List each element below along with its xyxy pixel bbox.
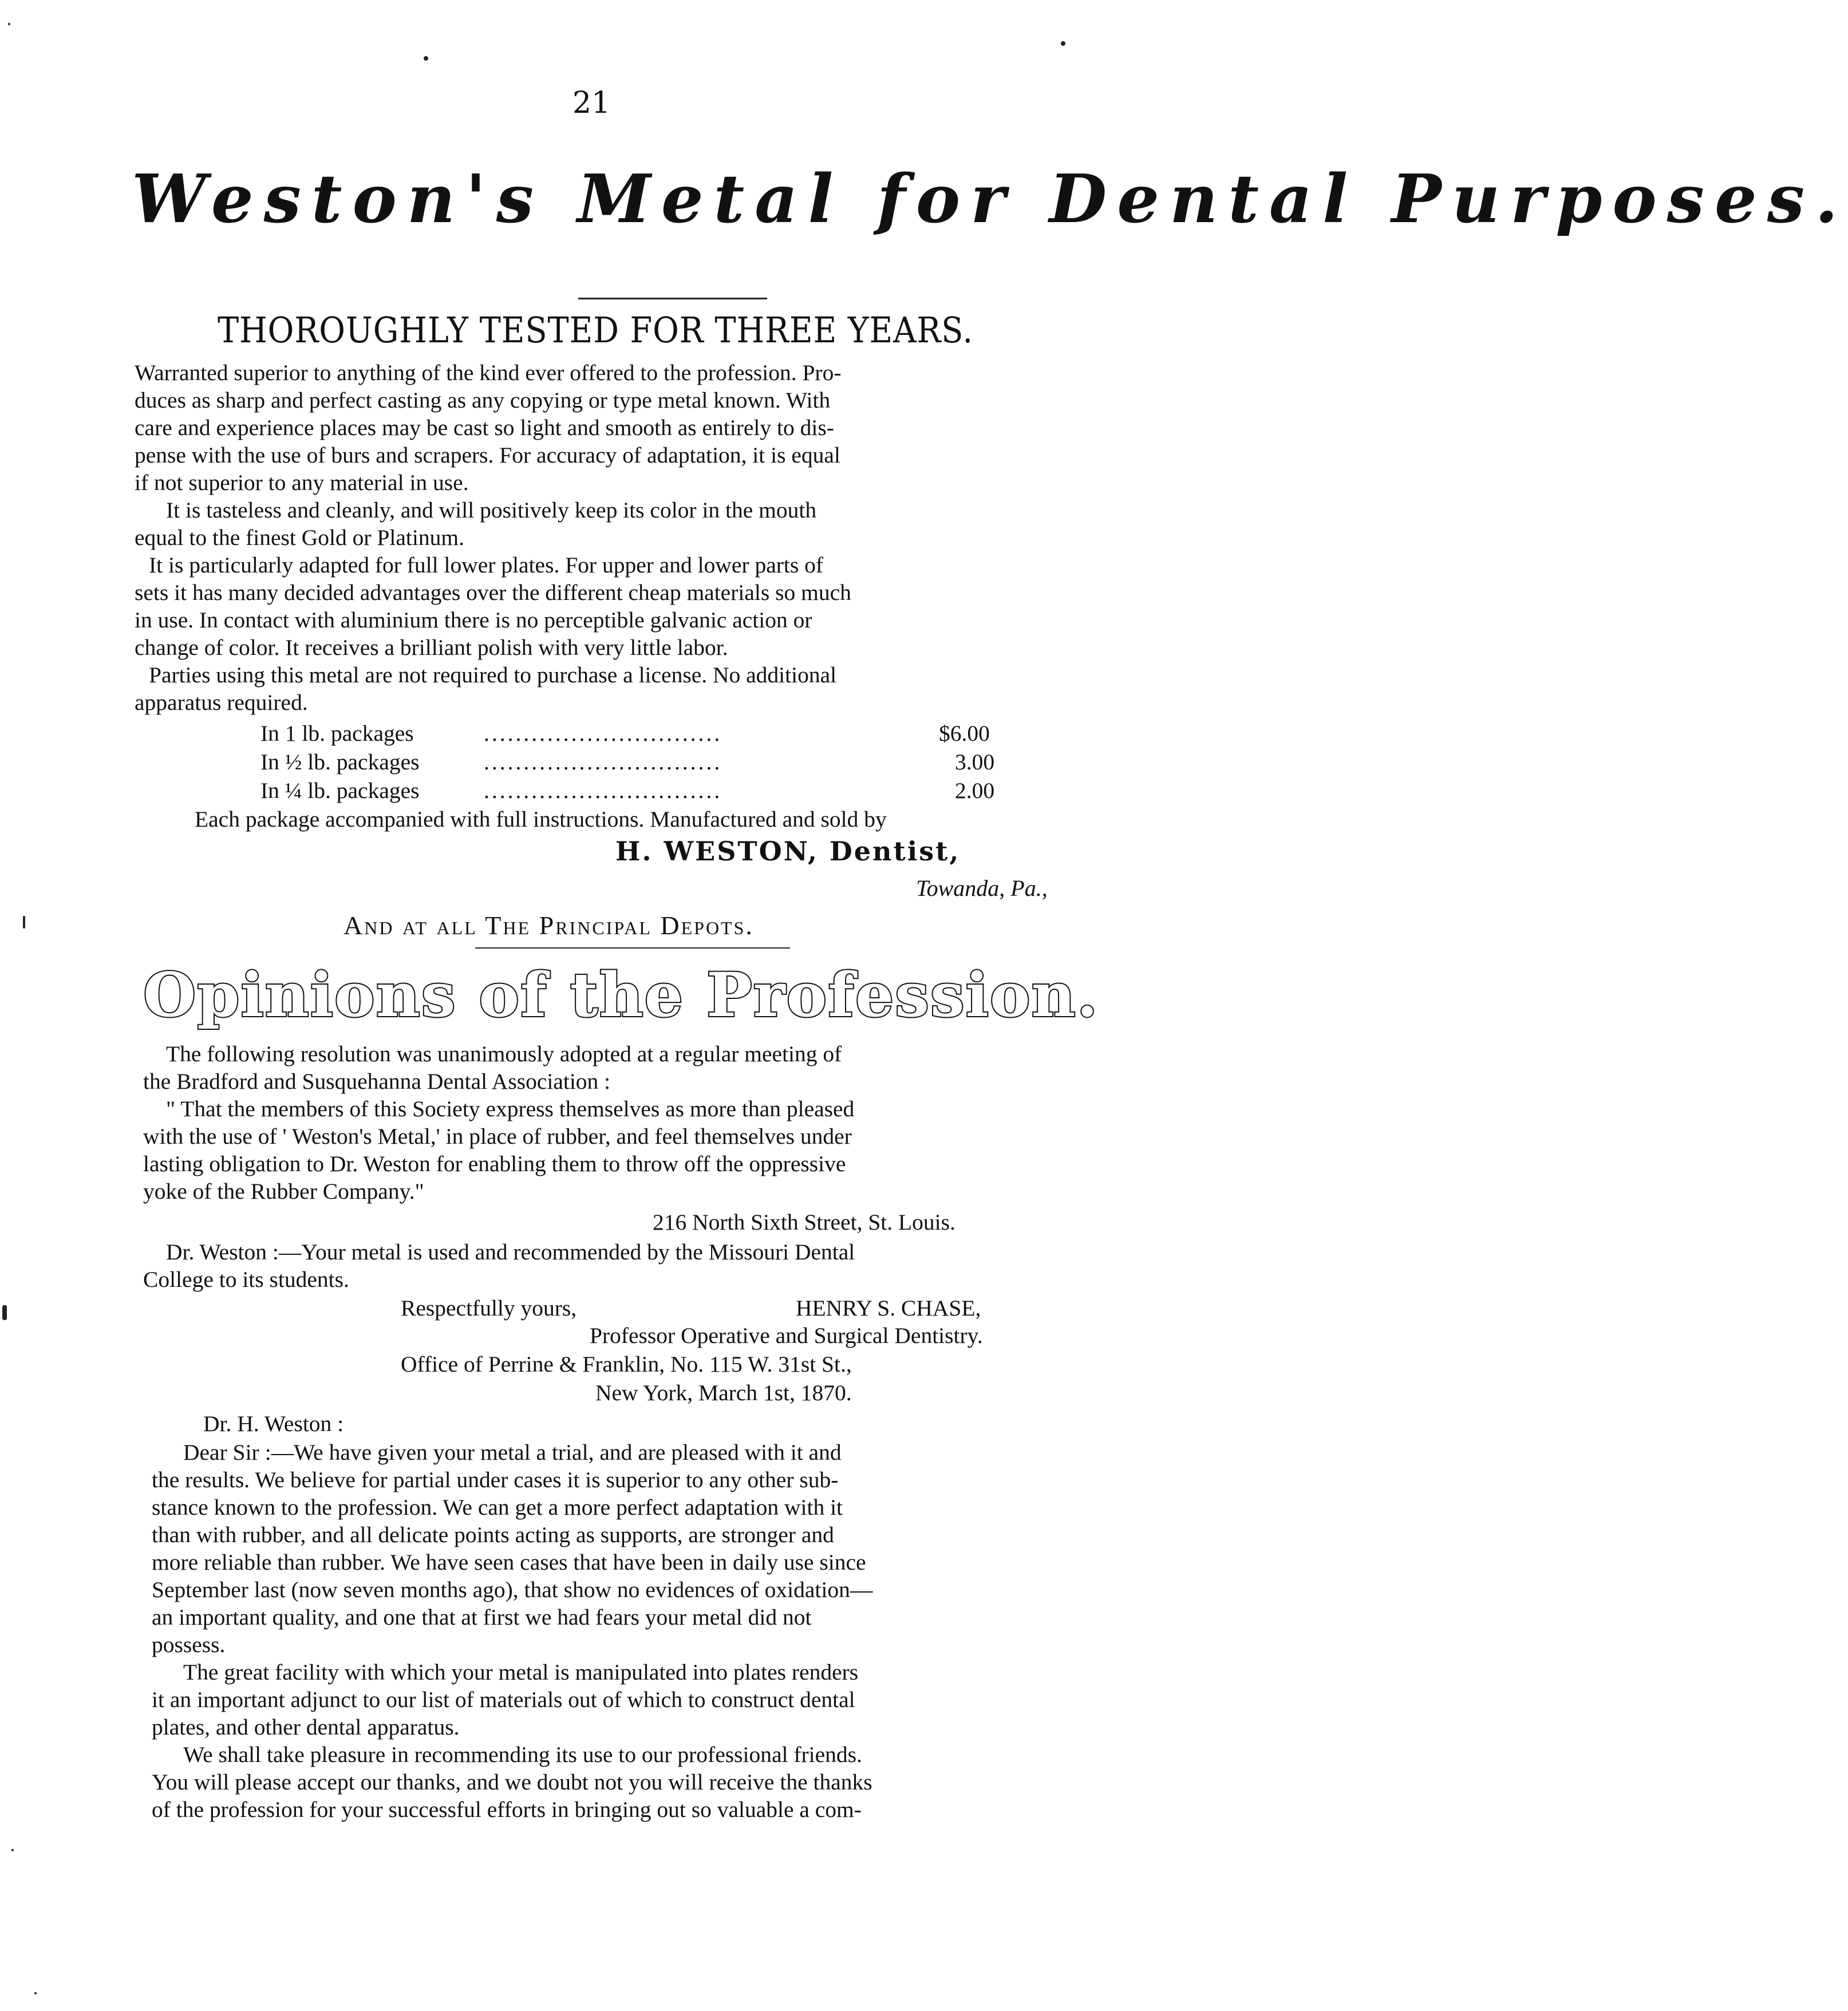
ad-line: duces as sharp and perfect casting as any copying or type metal known. With (135, 388, 831, 413)
opinion-line: lasting obligation to Dr. Weston for enabling them to throw off the oppressive (143, 1151, 846, 1176)
section-title: Opinions of the Profession. (143, 959, 1099, 1030)
ad-line: It is tasteless and cleanly, and will positively keep its color in the mouth (166, 497, 817, 523)
letter-closing: Respectfully yours, (401, 1295, 577, 1321)
letter-line: than with rubber, and all delicate points acting as supports, are stronger and (152, 1522, 834, 1547)
ad-line: change of color. It receives a brilliant polish with very little labor. (135, 635, 728, 660)
ad-line: in use. In contact with aluminium there is no perceptible galvanic action or (135, 607, 812, 633)
letter-office: Office of Perrine & Franklin, No. 115 W. 31st St., (401, 1352, 852, 1377)
letter-line: the results. We believe for partial under cases it is superior to any other sub- (152, 1467, 839, 1492)
ad-line: if not superior to any material in use. (135, 470, 469, 495)
opinion-line: the Bradford and Susquehanna Dental Association : (143, 1069, 611, 1094)
depots-line: And at all The Principal Depots. (343, 911, 754, 940)
letter-address: 216 North Sixth Street, St. Louis. (653, 1210, 955, 1235)
opinion-line: yoke of the Rubber Company." (143, 1179, 424, 1204)
letter-signer-title: Professor Operative and Surgical Dentistry. (590, 1323, 983, 1348)
letter-line: You will please accept our thanks, and we doubt not you will receive the thanks (152, 1769, 872, 1795)
seller-name: H. WESTON, Dentist, (615, 836, 961, 867)
letter-line: The great facility with which your metal is manipulated into plates renders (183, 1660, 859, 1685)
letter-salutation: Dr. H. Weston : (203, 1411, 344, 1436)
letter-line: more reliable than rubber. We have seen cases that have been in daily use since (152, 1550, 866, 1575)
letter-date: New York, March 1st, 1870. (595, 1380, 852, 1405)
letter-line: Dr. Weston :—Your metal is used and recommended by the Missouri Dental (166, 1239, 855, 1265)
ad-line: care and experience places may be cast so light and smooth as entirely to dis- (135, 415, 834, 440)
package-note: Each package accompanied with full instructions. Manufactured and sold by (195, 807, 887, 832)
price-label: In 1 lb. packages (260, 721, 414, 746)
price-label: In ¼ lb. packages (260, 778, 420, 803)
ad-line: It is particularly adapted for full lower plates. For upper and lower parts of (149, 552, 824, 578)
subheading: THOROUGHLY TESTED FOR THREE YEARS. (218, 309, 974, 351)
divider-rule (578, 298, 767, 299)
ad-line: Warranted superior to anything of the kind ever offered to the profession. Pro- (135, 360, 842, 385)
opinion-line: The following resolution was unanimously adopted at a regular meeting of (166, 1041, 842, 1066)
price-amount: $6.00 (939, 721, 990, 746)
dot-leader: .............................. (484, 721, 722, 746)
letter-line: of the profession for your successful efforts in bringing out so valuable a com- (152, 1797, 862, 1822)
ad-line: pense with the use of burs and scrapers. For accuracy of adaptation, it is equal (135, 443, 840, 468)
scan-speck (11, 1849, 14, 1851)
scan-speck (2, 1305, 7, 1320)
letter-line: possess. (152, 1632, 226, 1657)
scan-speck (8, 23, 10, 25)
ad-line: equal to the finest Gold or Platinum. (135, 525, 464, 550)
scan-speck (1061, 41, 1065, 46)
price-amount: 2.00 (955, 778, 995, 803)
page-title: Weston's Metal for Dental Purposes. (132, 160, 1848, 238)
scan-speck (23, 916, 25, 929)
ad-line: sets it has many decided advantages over the different cheap materials so much (135, 580, 851, 605)
price-label: In ½ lb. packages (260, 749, 420, 775)
letter-line: plates, and other dental apparatus. (152, 1714, 460, 1740)
opinion-line: with the use of ' Weston's Metal,' in place of rubber, and feel themselves under (143, 1124, 852, 1149)
letter-line: Dear Sir :—We have given your metal a trial, and are pleased with it and (183, 1440, 842, 1465)
letter-line: We shall take pleasure in recommending its use to our professional friends. (183, 1742, 862, 1767)
divider-rule (475, 947, 790, 949)
letter-line: an important quality, and one that at first we had fears your metal did not (152, 1605, 812, 1630)
dot-leader: .............................. (484, 749, 722, 775)
opinion-line: " That the members of this Society express themselves as more than pleased (166, 1096, 855, 1121)
ad-line: Parties using this metal are not required to purchase a license. No additional (149, 662, 837, 688)
scan-speck (424, 56, 428, 61)
ad-line: apparatus required. (135, 690, 308, 715)
price-amount: 3.00 (955, 749, 995, 775)
letter-line: it an important adjunct to our list of materials out of which to construct dental (152, 1687, 855, 1712)
scan-speck (34, 1992, 37, 1994)
page-number: 21 (572, 86, 611, 120)
dot-leader: .............................. (484, 778, 722, 803)
letter-line: September last (now seven months ago), that show no evidences of oxidation— (152, 1577, 873, 1602)
seller-location: Towanda, Pa., (916, 875, 1048, 901)
letter-line: stance known to the profession. We can get a more perfect adaptation with it (152, 1495, 843, 1520)
letter-line: College to its students. (143, 1267, 349, 1292)
letter-signer: HENRY S. CHASE, (796, 1295, 981, 1321)
